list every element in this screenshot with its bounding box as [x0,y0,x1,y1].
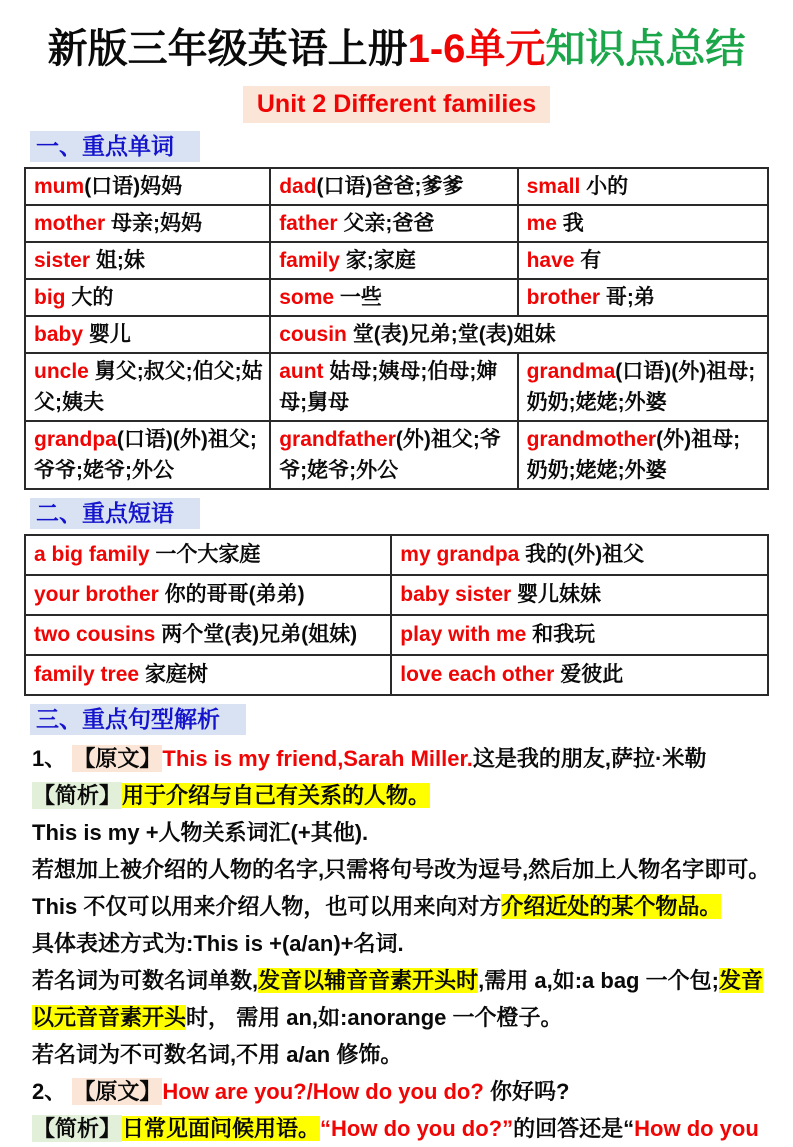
title-part-green: 知识点总结 [545,27,746,71]
term-english: me [526,212,557,235]
term-english: mother [34,212,106,235]
phrase-table-row [25,575,768,615]
term-chinese: 姑母;姨母;伯母;婶母;舅母 [279,360,498,414]
analysis-line [32,740,769,777]
term-cell [518,421,768,489]
term-english: grandfather [279,428,396,451]
term-cell [25,205,270,242]
word-table [24,167,769,490]
word-table-row [25,353,768,421]
term-cell [518,279,768,316]
term-english: sister [34,249,91,272]
term-cell [270,242,517,279]
term-chinese: 姐;妹 [90,249,145,272]
analysis-line [32,777,769,814]
text-segment-plain: 具体表述方式为:This is +(a/an)+名词. [32,931,404,956]
term-english: aunt [279,360,324,383]
text-segment-plain: This 不仅可以用来介绍人物，也可以用来向对方 [32,894,502,919]
text-segment-plain: 2、 [32,1079,73,1104]
title-part-black: 新版三年级英语上册 [47,27,408,71]
term-cell [25,575,391,615]
term-chinese: (口语)妈妈 [84,175,183,198]
term-chinese: 舅父;叔父;伯父;姑父;姨夫 [34,360,263,414]
analysis-line [32,999,769,1036]
term-english: father [279,212,338,235]
term-english: cousin [279,323,347,346]
section-heading-words: 一、重点单词 [30,131,200,162]
term-chinese: 婴儿妹妹 [511,583,602,606]
word-table-row [25,421,768,489]
sentence-analysis [32,740,769,1147]
term-english: two cousins [34,623,156,646]
term-english: your brother [34,583,159,606]
subtitle-row [24,86,769,123]
text-segment-green: 【简析】 [33,783,122,808]
text-segment-plain: 这是我的朋友,萨拉·米勒 [472,746,707,771]
term-cell [25,655,391,695]
term-english: love each other [400,663,555,686]
term-english: uncle [34,360,89,383]
term-english: grandma [526,360,616,383]
phrase-table-row [25,655,768,695]
term-english: grandpa [34,428,117,451]
analysis-line [32,962,769,999]
term-english: dad [279,175,317,198]
text-segment-plain: 若名词为可数名词单数, [32,968,259,993]
term-cell [25,353,270,421]
text-segment-pink: 【原文】 [73,746,162,771]
term-cell [25,316,270,353]
term-chinese: 我的(外)祖父 [519,543,645,566]
term-chinese: (外)祖父;爷爷;姥爷;外公 [279,428,501,482]
term-cell [25,279,270,316]
word-table-row [25,205,768,242]
word-table-row [25,316,768,353]
term-english: my grandpa [400,543,520,566]
analysis-line [32,925,769,962]
unit-subtitle: Unit 2 Different families [243,86,550,123]
term-chinese: 家庭树 [139,663,208,686]
text-segment-yellow: 发音 [718,968,763,993]
phrase-table-row [25,615,768,655]
term-cell [518,353,768,421]
text-segment-yellow: 发音以辅音音素开头时 [258,968,479,993]
term-english: baby [34,323,84,346]
term-chinese: 小的 [580,175,629,198]
term-cell [391,535,768,575]
text-segment-yellow: 用于介绍与自己有关系的人物。 [122,783,431,808]
text-segment-red: This is my friend,Sarah Miller. [162,746,473,771]
text-segment-red: “How do you do?” [320,1116,514,1141]
term-chinese: 你的哥哥(弟弟) [158,583,305,606]
term-english: baby sister [400,583,512,606]
text-segment-plain: 你好吗? [489,1079,570,1104]
term-english: mum [34,175,85,198]
term-chinese: 和我玩 [526,623,596,646]
term-cell [391,655,768,695]
term-chinese: (外)祖母;奶奶;姥姥;外婆 [526,428,741,482]
term-chinese: (口语)(外)祖父;爷爷;姥爷;外公 [34,428,257,482]
term-chinese: 两个堂(表)兄弟(姐妹) [155,623,358,646]
analysis-line [32,814,769,851]
section-heading-row-phrases [30,498,769,529]
term-english: have [526,249,575,272]
term-cell [391,575,768,615]
term-cell [518,205,768,242]
term-chinese: 父亲;爸爸 [337,212,435,235]
word-table-row [25,242,768,279]
term-english: some [279,286,335,309]
analysis-line [32,888,769,925]
term-chinese: 爱彼此 [554,663,624,686]
term-chinese: 婴儿 [83,323,131,346]
term-chinese: 堂(表)兄弟;堂(表)姐妹 [346,323,556,346]
text-segment-plain: ,需用 a,如:a bag 一个包; [478,968,719,993]
term-cell [270,353,517,421]
analysis-line [32,1110,769,1147]
term-cell [518,242,768,279]
term-cell [25,242,270,279]
term-cell [270,279,517,316]
term-cell [25,535,391,575]
term-cell [270,316,768,353]
text-segment-pink: 【原文】 [73,1079,162,1104]
term-cell [391,615,768,655]
text-segment-plain: 若想加上被介绍的人物的名字,只需将句号改为逗号,然后加上人物名字即可。 [32,857,771,882]
term-chinese: 一些 [334,286,382,309]
term-chinese: (口语)爸爸;爹爹 [316,175,464,198]
section-heading-phrases: 二、重点短语 [30,498,200,529]
term-chinese: 大的 [65,286,114,309]
term-chinese: 一个大家庭 [149,543,261,566]
term-chinese: (口语)(外)祖母;奶奶;姥姥;外婆 [526,360,756,414]
text-segment-red: How do you [634,1116,759,1141]
phrase-table [24,534,769,696]
analysis-line [32,851,769,888]
term-cell [25,421,270,489]
text-segment-yellow: 以元音音素开头 [32,1005,187,1030]
term-chinese: 哥;弟 [600,286,655,309]
text-segment-plain: This is my +人物关系词汇(+其他). [32,820,369,845]
title-part-red: 1-6单元 [407,27,546,71]
text-segment-plain: 时， 需用 an,如:anorange 一个橙子。 [186,1005,563,1030]
text-segment-yellow: 介绍近处的某个物品。 [501,894,722,919]
term-english: play with me [400,623,527,646]
term-english: family [279,249,340,272]
section-heading-analysis: 三、重点句型解析 [30,704,246,735]
phrase-table-row [25,535,768,575]
analysis-line [32,1073,769,1110]
section-heading-row-words [30,131,769,162]
term-chinese: 我 [556,212,584,235]
word-table-row [25,279,768,316]
section-heading-row-analysis [30,704,769,735]
term-chinese: 家;家庭 [339,249,416,272]
page-title [24,24,769,74]
term-cell [270,168,517,205]
term-cell [25,615,391,655]
term-cell [25,168,270,205]
term-cell [270,421,517,489]
term-chinese: 有 [574,249,602,272]
term-english: small [526,175,581,198]
text-segment-plain: 1、 [32,746,73,771]
term-english: a big family [34,543,150,566]
term-cell [270,205,517,242]
text-segment-green: 【简析】 [33,1116,122,1141]
term-chinese: 母亲;妈妈 [105,212,203,235]
term-english: brother [526,286,601,309]
text-segment-plain: 若名词为不可数名词,不用 a/an 修饰。 [32,1042,403,1067]
term-english: big [34,286,66,309]
text-segment-red: How are you?/How do you do? [162,1079,490,1104]
term-english: grandmother [526,428,657,451]
term-cell [518,168,768,205]
text-segment-yellow: 日常见面问候用语。 [122,1116,321,1141]
term-english: family tree [34,663,140,686]
word-table-row [25,168,768,205]
text-segment-plain: 的回答还是“ [513,1116,635,1141]
analysis-line [32,1036,769,1073]
